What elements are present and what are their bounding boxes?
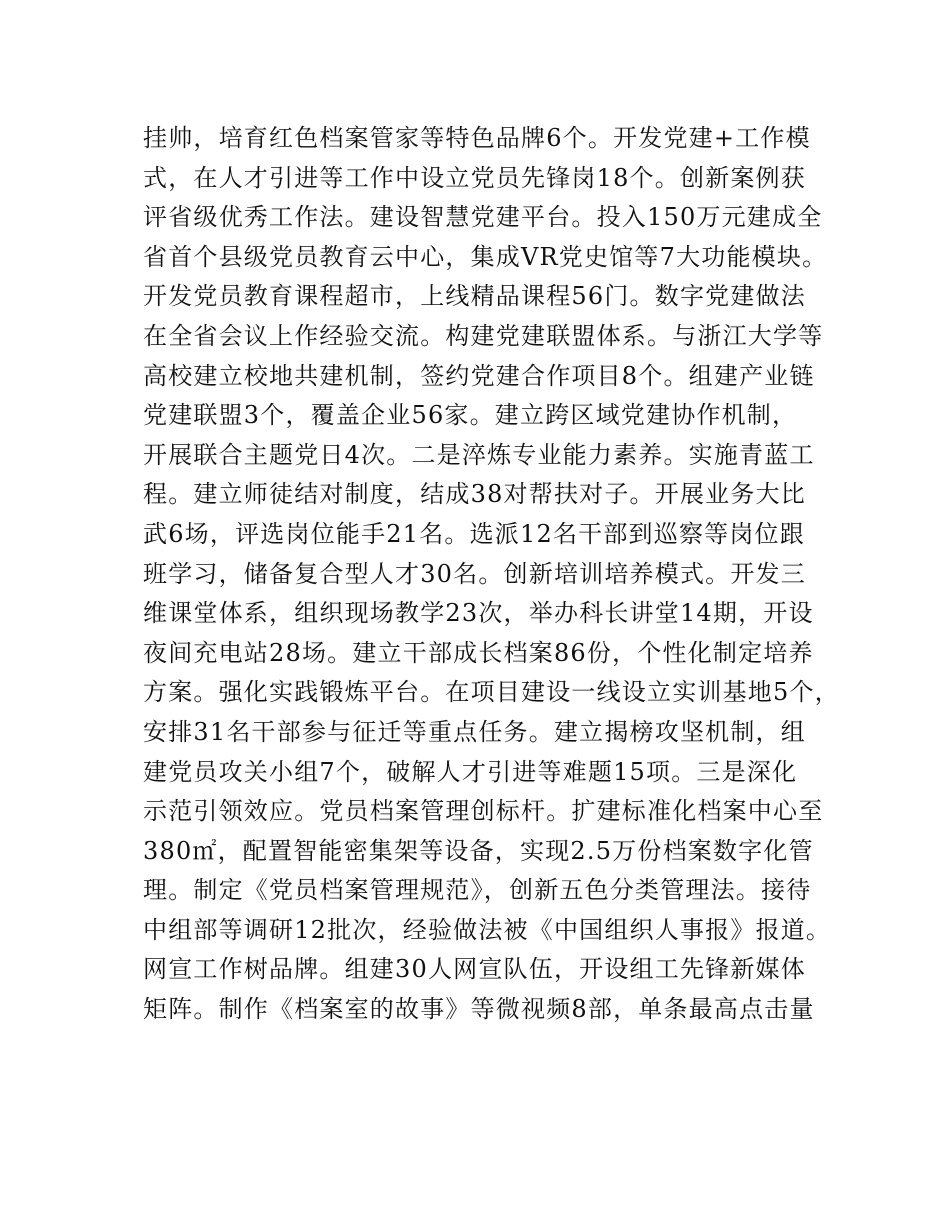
text-line: 维课堂体系，组织现场教学23次，举办科长讲堂14期，开设 xyxy=(143,599,814,628)
text-line: 挂帅，培育红色档案管家等特色品牌6个。开发党建+工作模 xyxy=(143,124,811,152)
text-line: 矩阵。制作《档案室的故事》等微视频8部，单条最高点击量 xyxy=(143,995,815,1024)
text-line: 在全省会议上作经验交流。构建党建联盟体系。与浙江大学等 xyxy=(143,321,824,350)
text-line: 式，在人才引进等工作中设立党员先锋岗18个。创新案例获 xyxy=(143,163,806,192)
text-line: 省首个县级党员教育云中心，集成VR党史馆等7大功能模块。 xyxy=(143,242,828,271)
text-line: 高校建立校地共建机制，签约党建合作项目8个。组建产业链 xyxy=(143,361,815,390)
text-line: 网宣工作树品牌。组建30人网宣队伍，开设组工先锋新媒体 xyxy=(143,955,806,984)
text-line: 开展联合主题党日4次。二是淬炼专业能力素养。实施青蓝工 xyxy=(143,440,815,469)
text-line: 安排31名干部参与征迁等重点任务。建立揭榜攻坚机制，组 xyxy=(143,717,806,746)
text-line: 理。制定《党员档案管理规范》，创新五色分类管理法。接待 xyxy=(143,876,812,905)
text-line: 方案。强化实践锻炼平台。在项目建设一线设立实训基地5个， xyxy=(143,678,840,707)
text-line: 班学习，储备复合型人才30名。创新培训培养模式。开发三 xyxy=(143,559,806,588)
text-line: 夜间充电站28场。建立干部成长档案86份，个性化制定培养 xyxy=(143,638,814,667)
text-line: 中组部等调研12批次，经验做法被《中国组织人事报》报道。 xyxy=(143,915,832,944)
text-line: 程。建立师徒结对制度，结成38对帮扶对子。开展业务大比 xyxy=(143,480,806,509)
text-line: 开发党员教育课程超市，上线精品课程56门。数字党建做法 xyxy=(143,282,806,311)
text-line: 党建联盟3个，覆盖企业56家。建立跨区域党建协作机制， xyxy=(143,401,798,430)
text-line: 380㎡，配置智能密集架等设备，实现2.5万份档案数字化管 xyxy=(143,836,814,865)
text-line: 示范引领效应。党员档案管理创标杆。扩建标准化档案中心至 xyxy=(143,797,824,826)
body-text xyxy=(143,119,840,1030)
text-line: 评省级优秀工作法。建设智慧党建平台。投入150万元建成全 xyxy=(143,203,823,232)
text-line: 武6场，评选岗位能手21名。选派12名干部到巡察等岗位跟 xyxy=(143,519,805,548)
text-line: 建党员攻关小组7个，破解人才引进等难题15项。三是深化 xyxy=(143,757,798,786)
